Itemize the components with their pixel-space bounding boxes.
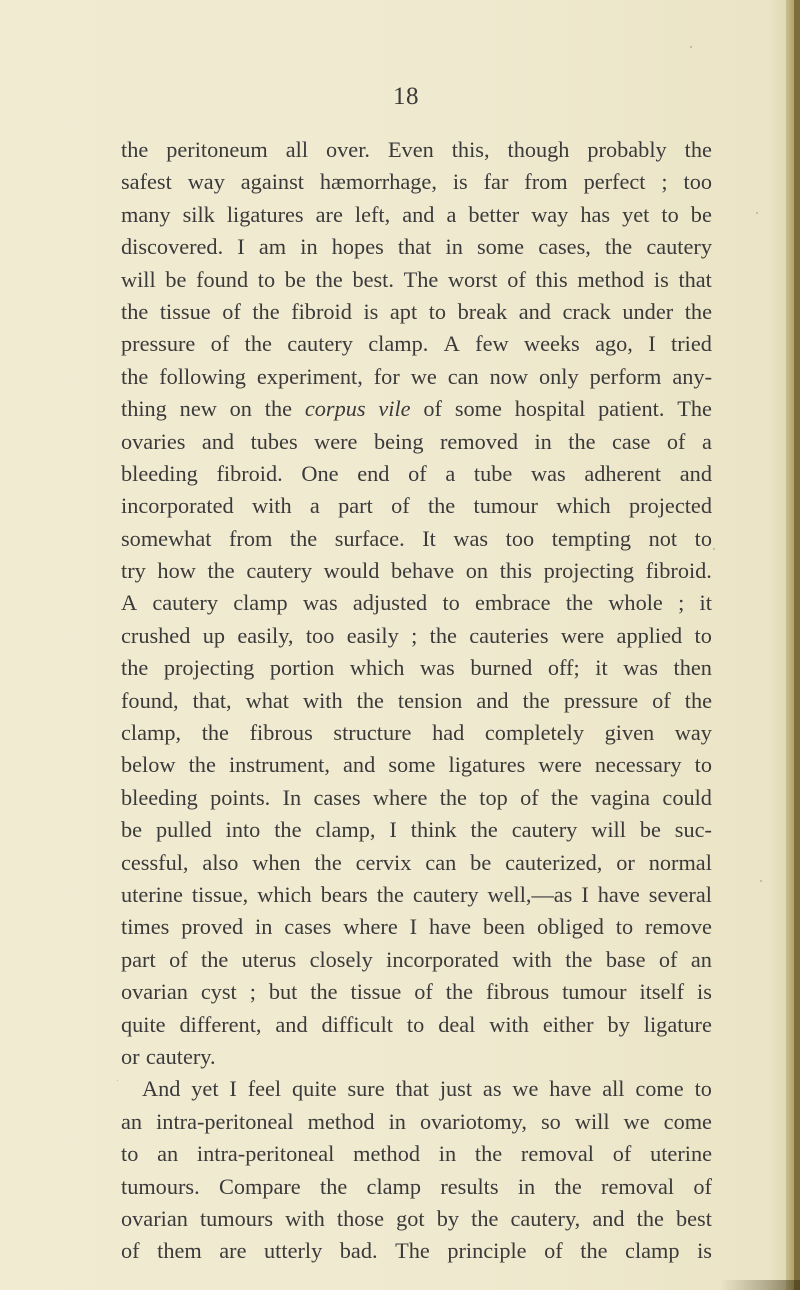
text-line: somewhat from the surface. It was too tempting not to: [121, 525, 712, 551]
text-line: or cautery.: [121, 1043, 216, 1069]
text-line: the peritoneum all over. Even this, though probably the: [121, 137, 712, 162]
text-line: thing new on the corpus vile of some hospital patient. The: [121, 396, 712, 422]
text-line: incorporated with a part of the tumour which projected: [121, 493, 712, 519]
text-line: to an intra-peritoneal method in the removal of uterine: [121, 1141, 712, 1167]
body-text: [121, 134, 712, 1268]
text-line: below the instrument, and some ligatures were necessary to: [121, 752, 712, 778]
text-line: tumours. Compare the clamp results in the removal of: [121, 1173, 712, 1199]
page-number: 18: [393, 83, 419, 110]
text-line: ovaries and tubes were being removed in the case of a: [121, 428, 712, 454]
text-line: uterine tissue, which bears the cautery well,—as I have several: [121, 881, 712, 907]
text-line: And yet I feel quite sure that just as we have all come to: [142, 1076, 712, 1102]
text-line: crushed up easily, too easily ; the cauteries were applied to: [121, 622, 712, 648]
text-line: of them are utterly bad. The principle of the clamp is: [121, 1238, 712, 1264]
text-line: found, that, what with the tension and the pressure of the: [121, 687, 712, 713]
text-line: try how the cautery would behave on this projecting fibroid.: [121, 558, 712, 584]
text-line: the following experiment, for we can now only perform any-: [121, 363, 712, 389]
page-edge-shadow: [794, 0, 800, 1290]
text-line: quite different, and difficult to deal with either by ligature: [121, 1011, 712, 1037]
text-line: ovarian tumours with those got by the cautery, and the best: [121, 1205, 712, 1231]
text-line: times proved in cases where I have been obliged to remove: [121, 914, 712, 940]
text-line: safest way against hæmorrhage, is far from perfect ; too: [121, 169, 712, 195]
text-line: the tissue of the fibroid is apt to break and crack under the: [121, 298, 712, 324]
text-line: discovered. I am in hopes that in some cases, the cautery: [121, 234, 712, 260]
text-line: be pulled into the clamp, I think the cautery will be suc-: [121, 817, 712, 843]
text-line: A cautery clamp was adjusted to embrace the whole ; it: [121, 590, 712, 616]
text-line: cessful, also when the cervix can be cauterized, or normal: [121, 849, 712, 875]
text-line: bleeding fibroid. One end of a tube was adherent and: [121, 460, 712, 486]
text-line: clamp, the fibrous structure had completely given way: [121, 720, 712, 746]
text-line: an intra-peritoneal method in ovariotomy, so will we come: [121, 1108, 712, 1134]
text-line: bleeding points. In cases where the top of the vagina could: [121, 784, 712, 810]
text-line: many silk ligatures are left, and a better way has yet to be: [121, 201, 712, 227]
text-line: pressure of the cautery clamp. A few weeks ago, I tried: [121, 331, 712, 357]
page-corner-shadow: [720, 1280, 800, 1290]
text-line: will be found to be the best. The worst of this method is that: [121, 266, 712, 292]
text-line: the projecting portion which was burned off; it was then: [121, 655, 712, 681]
text-line: part of the uterus closely incorporated with the base of an: [121, 946, 712, 972]
text-line: ovarian cyst ; but the tissue of the fibrous tumour itself is: [121, 979, 712, 1005]
